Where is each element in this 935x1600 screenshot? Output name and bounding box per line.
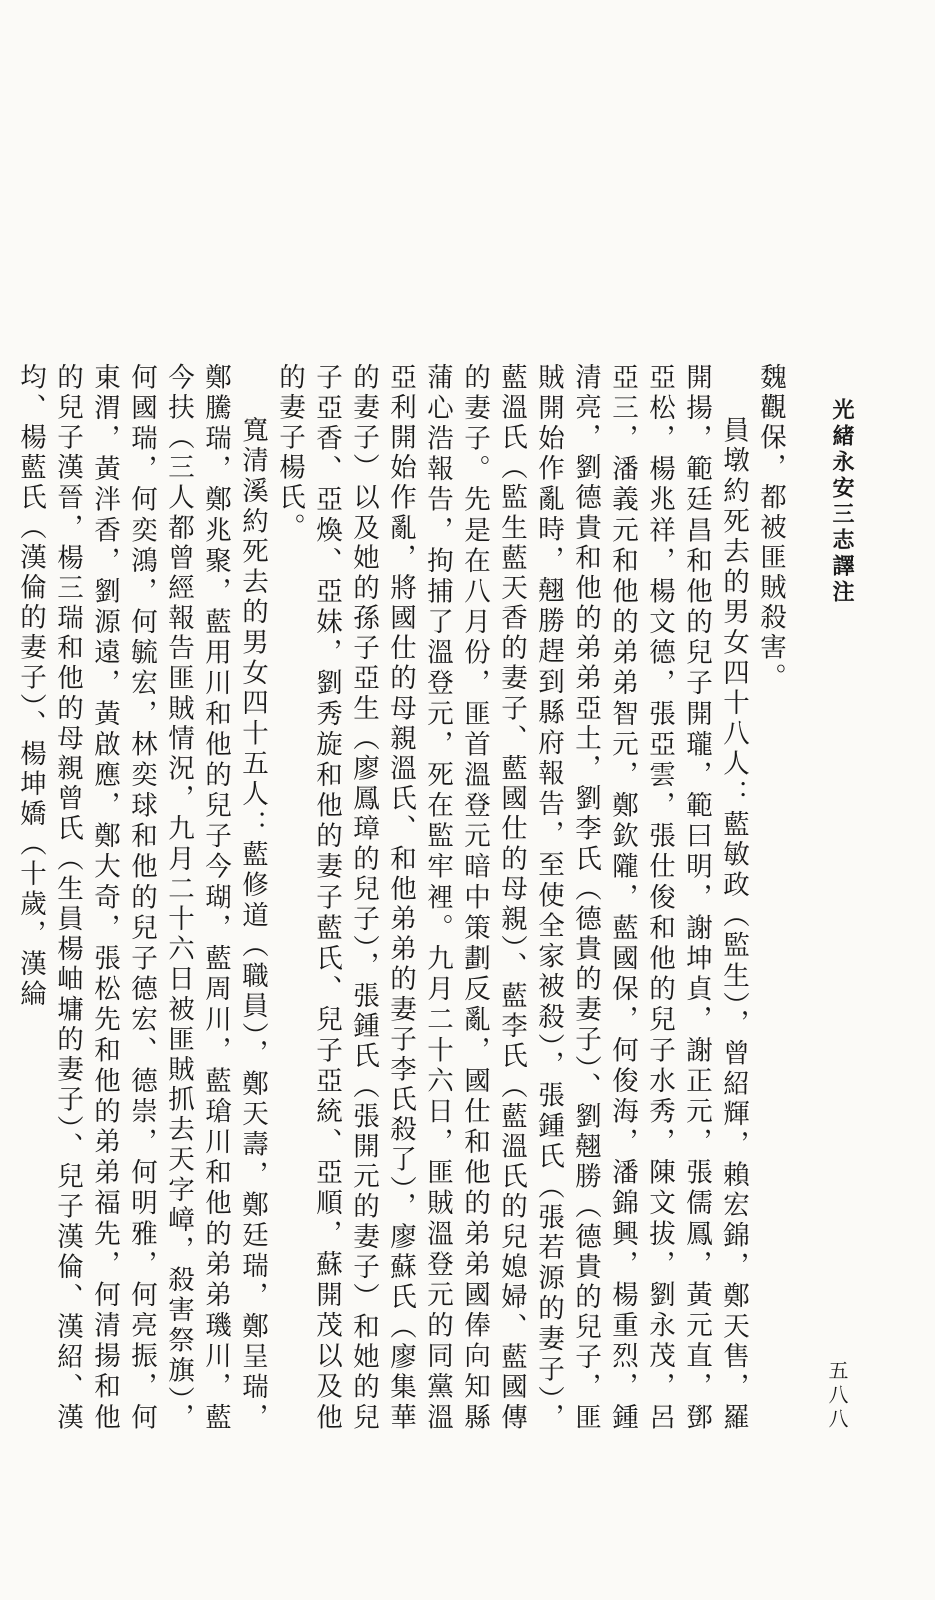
paragraph-3: 寬清溪約死去的男女四十五人：藍修道（職員），鄭天壽，鄭廷瑞，鄭呈瑞，鄭騰瑞，鄭兆聚，藍用川和他的兒子今瑚，藍周川，藍瑲川和他的弟弟璣川，藍今扶（三人都曾經報告匪賊情況，九月二十六日被匪賊抓去天字嶂，殺害祭旗），何國瑞，何奕鴻，何毓宏，林奕球和他的兒子德宏、德崇，何明雅，何亮振，何東渭，黃泮香，劉源遠，黃啟應，鄭大奇，張松先和他的弟弟福先，何清揚和他的兒子漢晉，楊三瑞和他的母親曾氏（生員楊岫墉的妻子）、兒子漢倫、漢紹、漢均、楊藍氏（漢倫的妻子）、楊坤嬌（十歲，漢綸 <box>15 363 268 1433</box>
paragraph-2: 員墩約死去的男女四十八人：藍敏政（監生），曾紹輝，賴宏錦，鄭天售，羅開揚，範廷昌和他的兒子開瓏，範曰明，謝坤貞，謝正元，張儒鳳，黃元直，鄧亞松，楊兆祥，楊文德，張亞雲，張仕俊和他的兒子水秀，陳文拔，劉永茂，呂亞三，潘義元和他的弟弟智元，鄭欽隴，藍國保，何俊海，潘錦興，楊重烈，鍾清亮，劉德貴和他的弟弟亞土，劉李氏（德貴的妻子）、劉翹勝（德貴的兒子，匪賊開始作亂時，翹勝趕到縣府報告，至使全家被殺），張鍾氏（張若源的妻子），藍溫氏（監生藍天香的妻子、藍國仕的母親）、藍李氏（藍溫氏的兒媳婦、藍國傳的妻子。先是在八月份，匪首溫登元暗中策劃反亂，國仕和他的弟弟國俸向知縣蒲心浩報告，拘捕了溫登元，死在監牢裡。九月二十六日，匪賊溫登元的同黨溫亞利開始作亂，將國仕的母親溫氏、和他弟弟的妻子李氏殺了），廖蘇氏（廖集華的妻子）以及她的孫子亞生（廖鳳璋的兒子），張鍾氏（張開元的妻子）和她的兒子亞香、亞煥、亞妹，劉秀旋和他的妻子藍氏、兒子亞統、亞順，蘇開茂以及他的妻子楊氏。 <box>274 363 749 1433</box>
body-text <box>15 363 789 1433</box>
running-header: 光緒永安三志譯注 <box>829 398 855 606</box>
page-number: 五八八 <box>825 1360 849 1432</box>
paragraph-1: 魏觀保，都被匪賊殺害。 <box>755 363 786 693</box>
